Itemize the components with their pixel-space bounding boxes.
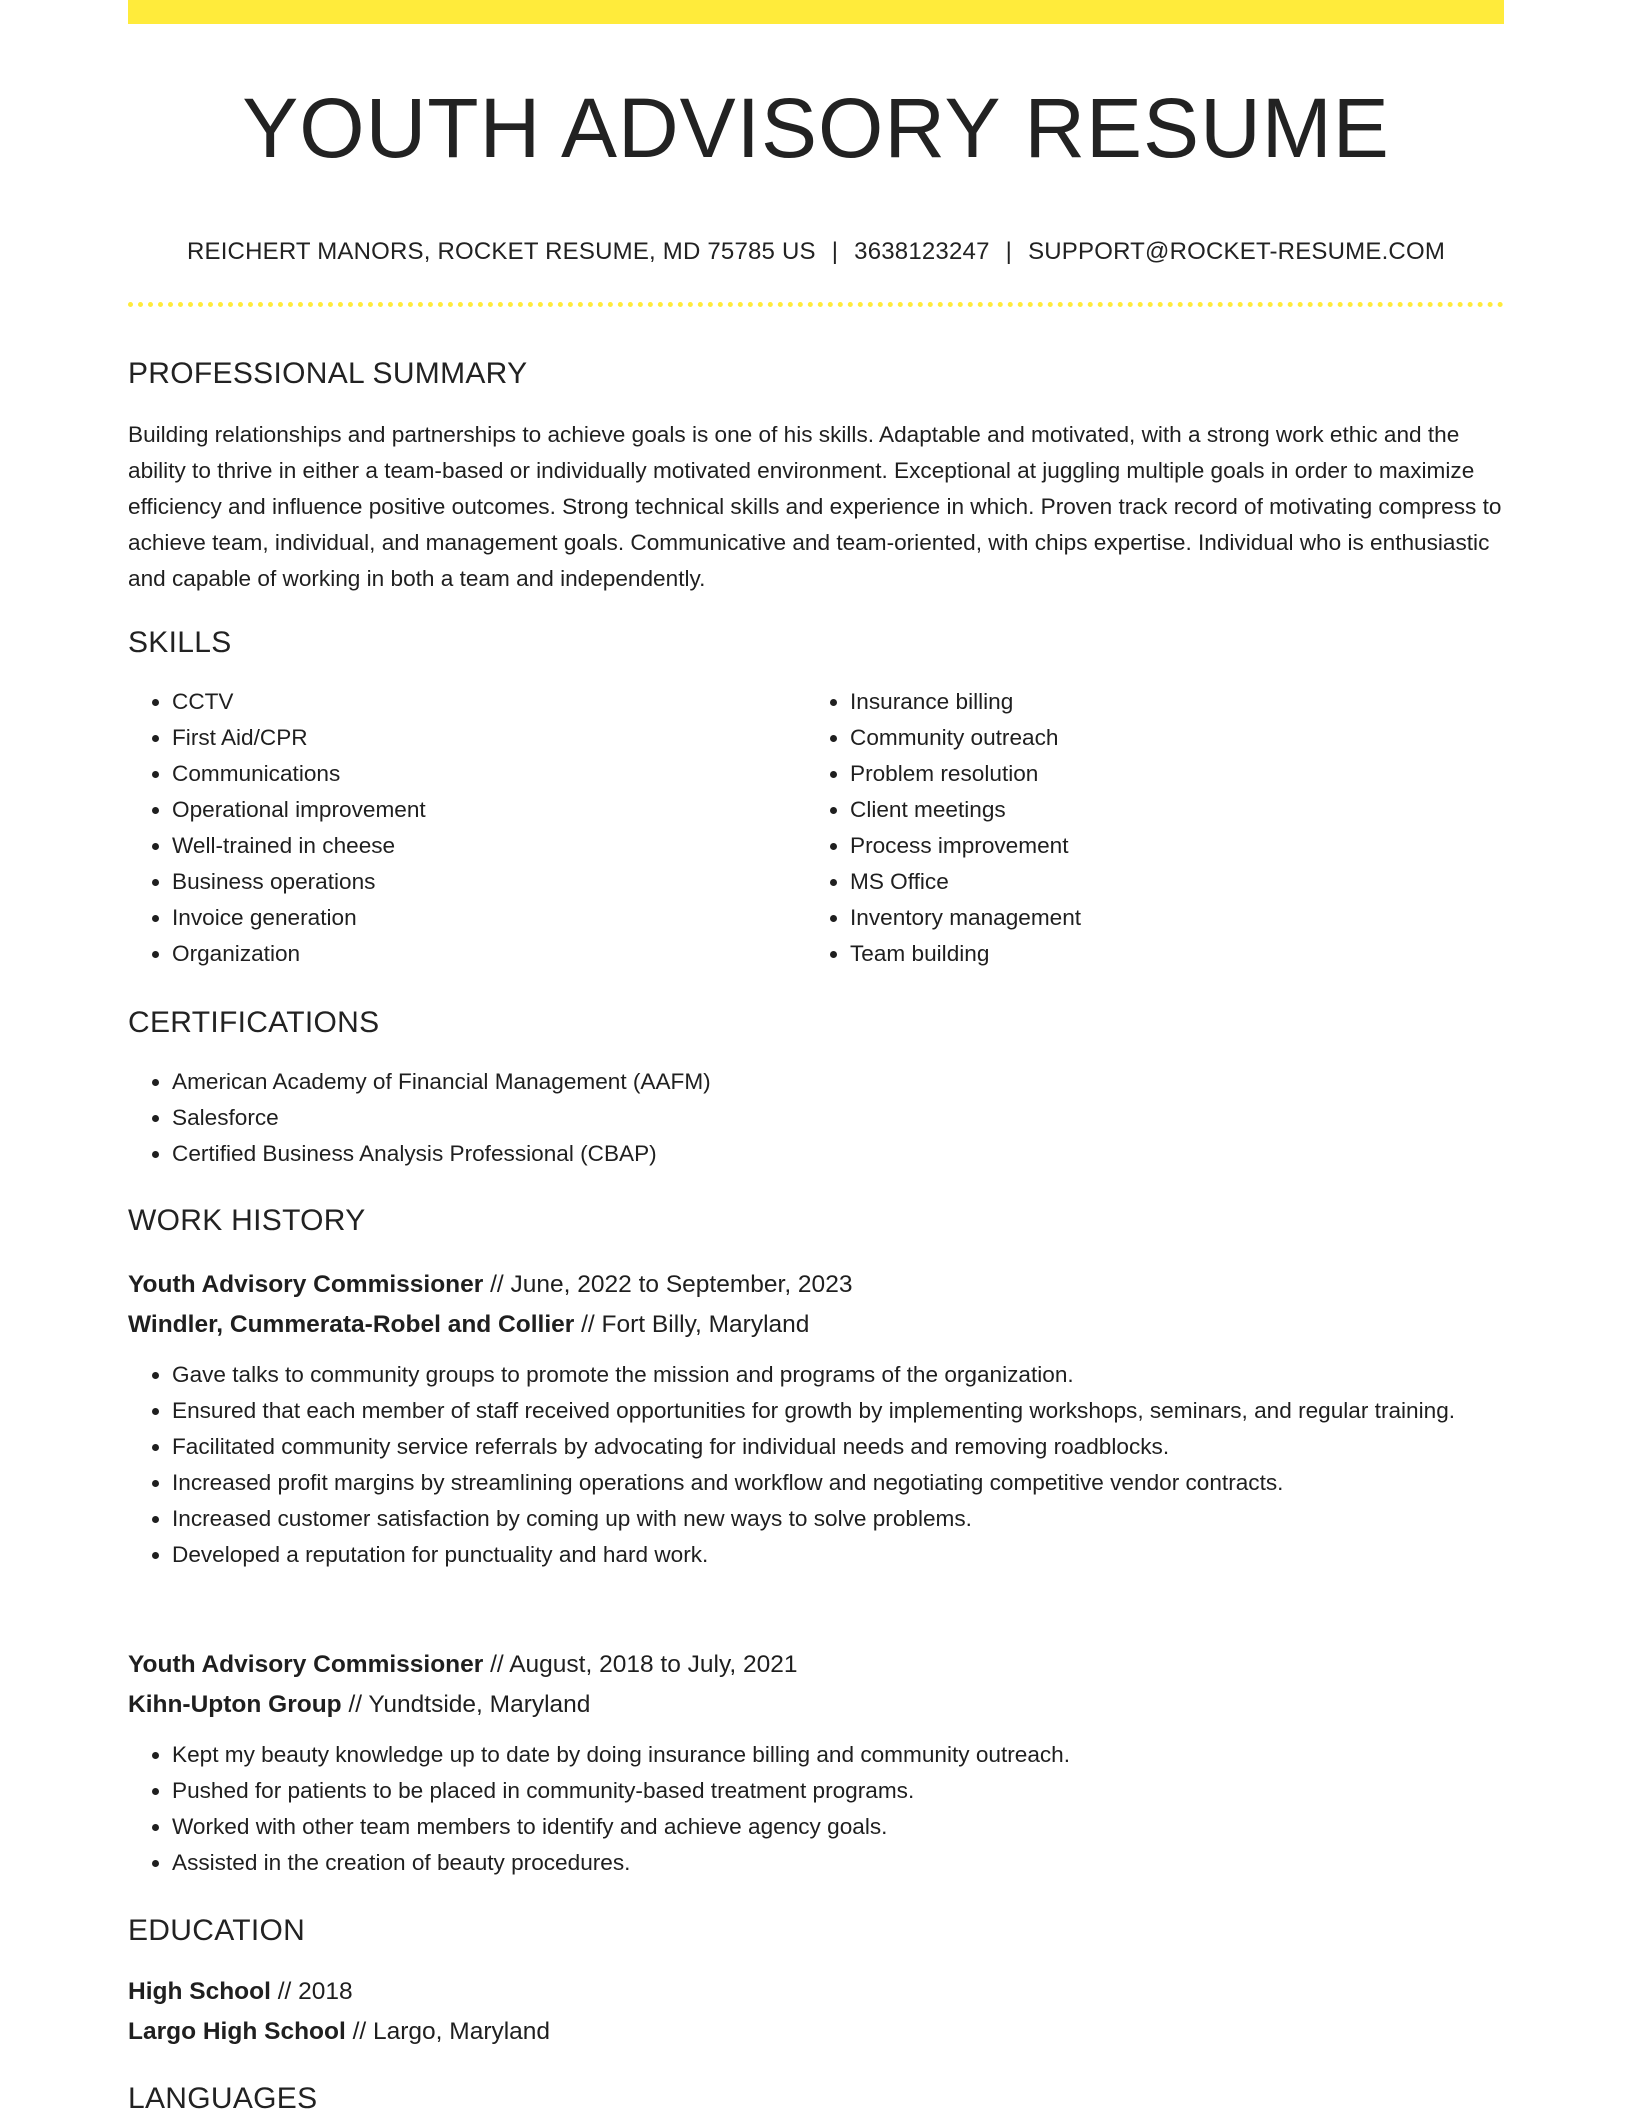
job-bullet: • Worked with other team members to identify and achieve agency goals.: [172, 1809, 1504, 1845]
job-dates: // August, 2018 to July, 2021: [483, 1651, 798, 1678]
skill-item: • First Aid/CPR: [172, 720, 806, 756]
job-title: Youth Advisory Commissioner: [128, 1651, 484, 1678]
section-heading-skills: SKILLS: [128, 626, 232, 659]
job-bullet: • Gave talks to community groups to promote the mission and programs of the organization.: [172, 1357, 1504, 1393]
job-company: Windler, Cummerata-Robel and Collier: [128, 1311, 575, 1338]
certification-item: • Certified Business Analysis Professional (CBAP): [172, 1136, 1504, 1172]
resume-title: YOUTH ADVISORY RESUME: [242, 81, 1390, 175]
job-bullets: [128, 1737, 1504, 1881]
job-dates: // June, 2022 to September, 2023: [483, 1271, 853, 1298]
job-location: // Fort Billy, Maryland: [574, 1311, 810, 1338]
contact-email[interactable]: SUPPORT@ROCKET-RESUME.COM: [1028, 238, 1446, 265]
job-title-line: [128, 1645, 1504, 1685]
dotted-divider: [128, 302, 1504, 307]
section-heading-certifications: CERTIFICATIONS: [128, 1006, 380, 1039]
skills-column-right: [806, 684, 1484, 972]
resume-page: [128, 0, 1504, 307]
skill-item: • Communications: [172, 756, 806, 792]
section-heading-languages: LANGUAGES: [128, 2082, 318, 2115]
summary-section: [128, 359, 1504, 597]
job-location: // Yundtside, Maryland: [341, 1691, 591, 1718]
job-bullet: • Increased profit margins by streamlining operations and workflow and negotiating competitive vendor contracts.: [172, 1465, 1504, 1501]
skill-item: • Inventory management: [850, 900, 1484, 936]
skill-item: • Invoice generation: [172, 900, 806, 936]
skills-column-left: [128, 684, 806, 972]
skill-item: • Well-trained in cheese: [172, 828, 806, 864]
education-entry: [128, 1972, 1504, 2052]
contact-separator: |: [831, 238, 839, 265]
work-history-section: [128, 1206, 1504, 1236]
skill-item: • Problem resolution: [850, 756, 1484, 792]
education-school-line: [128, 2012, 1504, 2052]
job-bullet: • Facilitated community service referrals by advocating for individual needs and removing roadblocks.: [172, 1429, 1504, 1465]
skills-section: [128, 628, 1504, 972]
education-section: [128, 1916, 1504, 2052]
skill-item: • MS Office: [850, 864, 1484, 900]
skill-item: • Operational improvement: [172, 792, 806, 828]
job-bullet: • Pushed for patients to be placed in community-based treatment programs.: [172, 1773, 1504, 1809]
skill-item: • Community outreach: [850, 720, 1484, 756]
job-entry: [128, 1265, 1504, 1573]
contact-phone: 3638123247: [854, 238, 990, 265]
education-degree: High School: [128, 1978, 271, 2005]
section-heading-work-history: WORK HISTORY: [128, 1204, 366, 1237]
job-bullet: • Ensured that each member of staff received opportunities for growth by implementing workshops, seminars, and regular training.: [172, 1393, 1504, 1429]
job-bullet: • Developed a reputation for punctuality and hard work.: [172, 1537, 1504, 1573]
skill-item: • Team building: [850, 936, 1484, 972]
skill-item: • Insurance billing: [850, 684, 1484, 720]
job-company-line: [128, 1685, 1504, 1725]
education-year: // 2018: [270, 1978, 353, 2005]
job-entry: [128, 1645, 1504, 1881]
job-bullet: • Assisted in the creation of beauty procedures.: [172, 1845, 1504, 1881]
section-heading-education: EDUCATION: [128, 1914, 306, 1947]
contact-separator: |: [1005, 238, 1013, 265]
skill-item: • CCTV: [172, 684, 806, 720]
certifications-section: [128, 1008, 1504, 1172]
top-accent-bar: [128, 0, 1504, 24]
contact-line: [128, 240, 1504, 264]
certification-item: • Salesforce: [172, 1100, 1504, 1136]
skill-item: • Organization: [172, 936, 806, 972]
summary-paragraph: Building relationships and partnerships to achieve goals is one of his skills. Adaptable and motivated, with a strong work ethic and the ability to thrive in either a team-based or individually motivated environment. Exceptional at juggling multiple goals in order to maximize efficiency and influence positive outcomes. Strong technical skills and experience in which. Proven track record of motivating compress to achieve team, individual, and management goals. Communicative and team-oriented, with chips expertise. Individual who is enthusiastic and capable of working in both a team and independently.: [128, 422, 1502, 591]
job-company-line: [128, 1305, 1504, 1345]
job-bullets: [128, 1357, 1504, 1573]
skill-item: • Business operations: [172, 864, 806, 900]
skill-item: • Process improvement: [850, 828, 1484, 864]
job-bullet: • Increased customer satisfaction by coming up with new ways to solve problems.: [172, 1501, 1504, 1537]
job-bullet: • Kept my beauty knowledge up to date by doing insurance billing and community outreach.: [172, 1737, 1504, 1773]
skills-columns: [128, 684, 1504, 972]
education-location: // Largo, Maryland: [345, 2018, 551, 2045]
skill-item: • Client meetings: [850, 792, 1484, 828]
job-title: Youth Advisory Commissioner: [128, 1271, 484, 1298]
languages-section: [128, 2084, 1504, 2114]
certification-item: • American Academy of Financial Management (AAFM): [172, 1064, 1504, 1100]
education-school: Largo High School: [128, 2018, 346, 2045]
contact-address: REICHERT MANORS, ROCKET RESUME, MD 75785 US: [186, 238, 816, 265]
job-company: Kihn-Upton Group: [128, 1691, 342, 1718]
education-degree-line: [128, 1972, 1504, 2012]
job-title-line: [128, 1265, 1504, 1305]
section-heading-summary: PROFESSIONAL SUMMARY: [128, 357, 528, 390]
